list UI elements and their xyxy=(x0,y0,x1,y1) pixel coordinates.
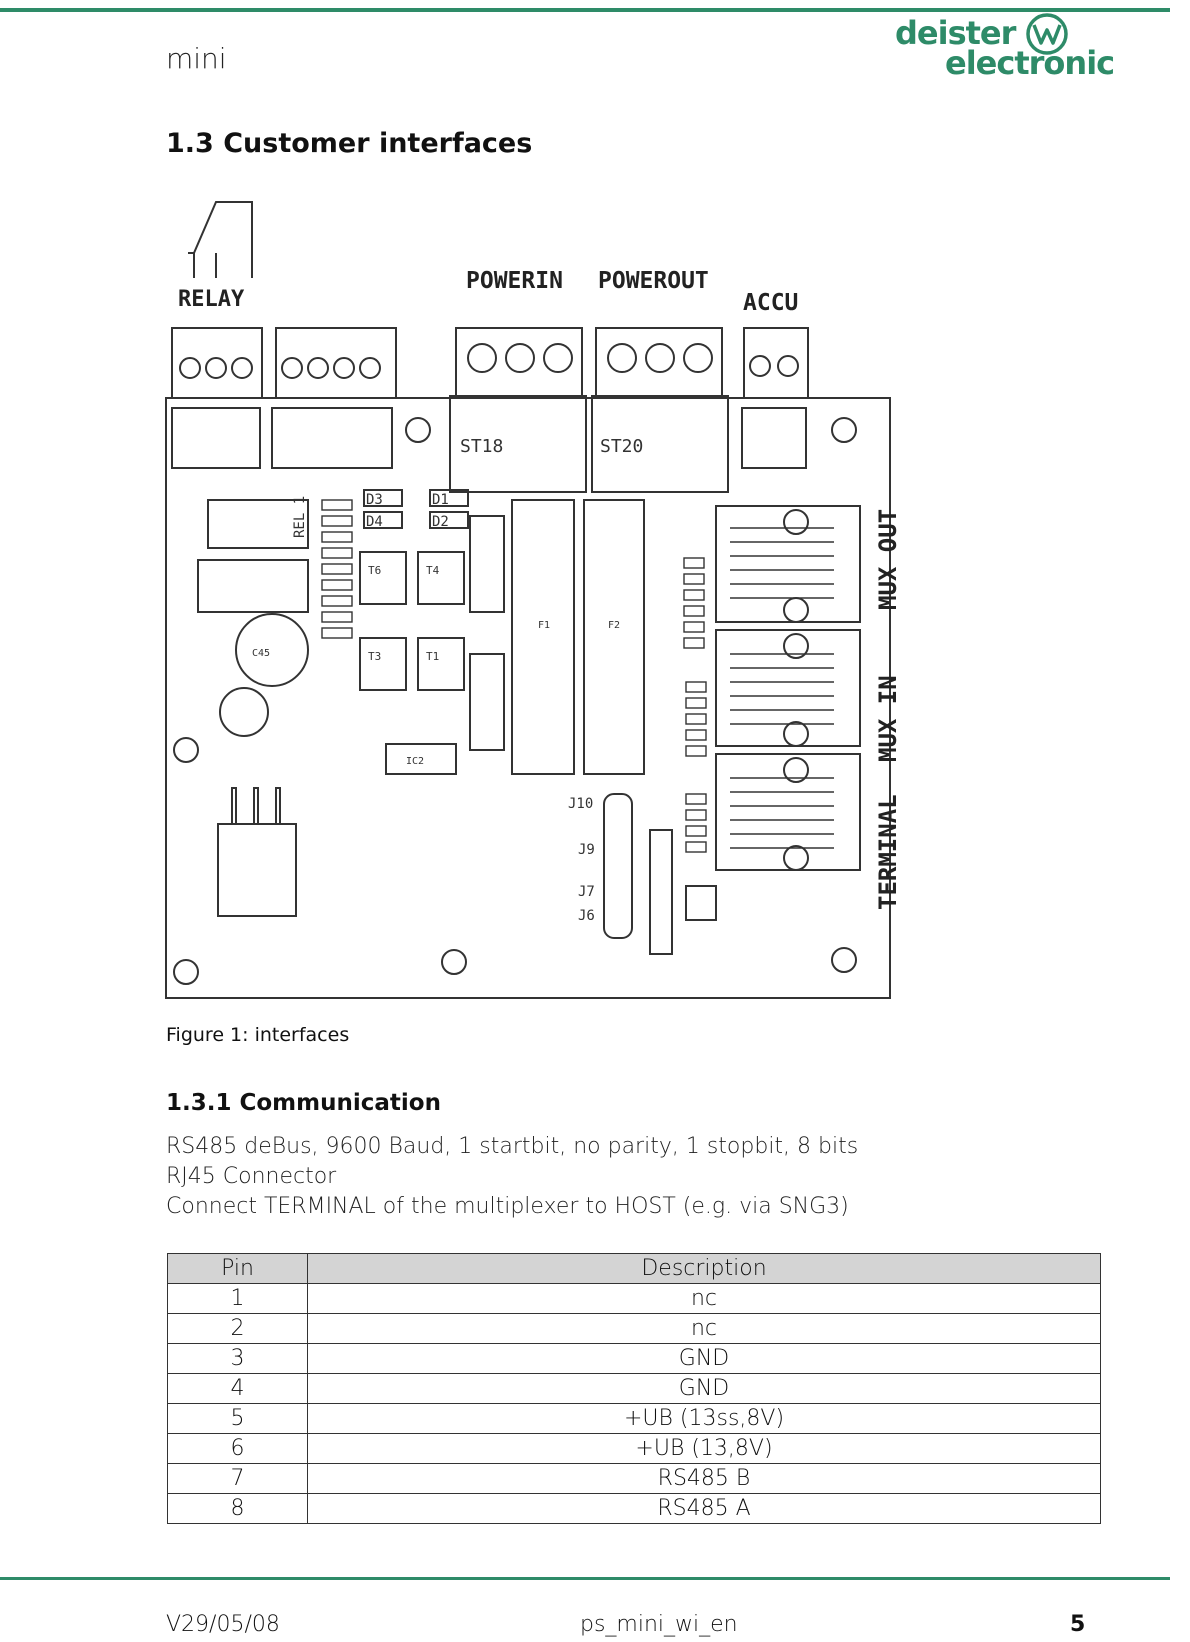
label-d4: D4 xyxy=(366,514,383,530)
rj45-terminal xyxy=(716,754,860,870)
label-mux-in: MUX IN xyxy=(874,675,902,762)
label-mux-out: MUX OUT xyxy=(874,508,902,610)
rj45-mux-in xyxy=(716,630,860,746)
label-relay: RELAY xyxy=(178,287,245,312)
table-row xyxy=(168,1284,1101,1314)
pin-cell: 7 xyxy=(168,1464,308,1494)
description-cell: nc xyxy=(308,1284,1101,1314)
pin-cell: 2 xyxy=(168,1314,308,1344)
description-cell: +UB (13ss,8V) xyxy=(308,1404,1101,1434)
host-connection-line: Connect TERMINAL of the multiplexer to HOST (e.g. via SNG3) xyxy=(166,1194,849,1219)
description-cell: RS485 A xyxy=(308,1494,1101,1524)
pin-cell: 1 xyxy=(168,1284,308,1314)
table-row xyxy=(168,1434,1101,1464)
table-row xyxy=(168,1494,1101,1524)
page-number: 5 xyxy=(1070,1612,1086,1637)
header-rule xyxy=(0,8,1170,12)
label-rel1: REL 1 xyxy=(292,495,308,538)
footer-doc-id: ps_mini_wi_en xyxy=(580,1612,738,1637)
label-j9: J9 xyxy=(578,842,595,858)
pin-cell: 3 xyxy=(168,1344,308,1374)
label-c45: C45 xyxy=(252,648,271,659)
pin-cell: 5 xyxy=(168,1404,308,1434)
pin-cell: 6 xyxy=(168,1434,308,1464)
label-j7: J7 xyxy=(578,884,595,900)
column-header-description: Description xyxy=(308,1254,1101,1284)
label-powerout: POWEROUT xyxy=(598,268,709,294)
description-cell: GND xyxy=(308,1374,1101,1404)
rj45-mux-out xyxy=(716,506,860,622)
figure-caption: Figure 1: interfaces xyxy=(166,1024,350,1046)
logo-word-deister: deister xyxy=(895,14,1016,52)
label-j6: J6 xyxy=(578,908,595,924)
label-t3: T3 xyxy=(368,650,382,663)
interfaces-board-diagram xyxy=(164,198,940,1004)
label-st20: ST20 xyxy=(600,436,644,457)
section-heading: 1.3 Customer interfaces xyxy=(166,128,533,159)
label-j10: J10 xyxy=(568,796,594,812)
column-header-pin: Pin xyxy=(168,1254,308,1284)
table-row xyxy=(168,1464,1101,1494)
logo-word-electronic: electronic xyxy=(945,44,1115,82)
subsection-heading: 1.3.1 Communication xyxy=(166,1090,441,1116)
pcb-outline xyxy=(166,398,890,998)
document-title: mini xyxy=(166,42,227,75)
pin-assignment-table xyxy=(167,1253,1101,1524)
label-ic2: IC2 xyxy=(406,756,425,767)
label-f1: F1 xyxy=(538,620,551,631)
table-header-row xyxy=(168,1254,1101,1284)
description-cell: +UB (13,8V) xyxy=(308,1434,1101,1464)
table-row xyxy=(168,1404,1101,1434)
label-t6: T6 xyxy=(368,564,382,577)
label-d2: D2 xyxy=(432,514,449,530)
label-d3: D3 xyxy=(366,492,383,508)
relay-symbol-icon xyxy=(188,202,252,278)
table-row xyxy=(168,1314,1101,1344)
label-terminal: TERMINAL xyxy=(874,794,902,910)
label-st18: ST18 xyxy=(460,436,504,457)
table-row xyxy=(168,1344,1101,1374)
description-cell: GND xyxy=(308,1344,1101,1374)
pin-cell: 4 xyxy=(168,1374,308,1404)
label-d1: D1 xyxy=(432,492,449,508)
label-f2: F2 xyxy=(608,620,621,631)
comm-spec-line: RS485 deBus, 9600 Baud, 1 startbit, no parity, 1 stopbit, 8 bits xyxy=(166,1134,859,1159)
description-cell: nc xyxy=(308,1314,1101,1344)
connector-line: RJ45 Connector xyxy=(166,1164,337,1189)
label-powerin: POWERIN xyxy=(466,268,563,294)
label-accu: ACCU xyxy=(743,290,799,316)
company-logo xyxy=(895,14,1115,82)
footer-rule xyxy=(0,1577,1170,1580)
footer-version: V29/05/08 xyxy=(166,1612,280,1637)
table-row xyxy=(168,1374,1101,1404)
label-t1: T1 xyxy=(426,650,440,663)
label-t4: T4 xyxy=(426,564,440,577)
description-cell: RS485 B xyxy=(308,1464,1101,1494)
pin-cell: 8 xyxy=(168,1494,308,1524)
